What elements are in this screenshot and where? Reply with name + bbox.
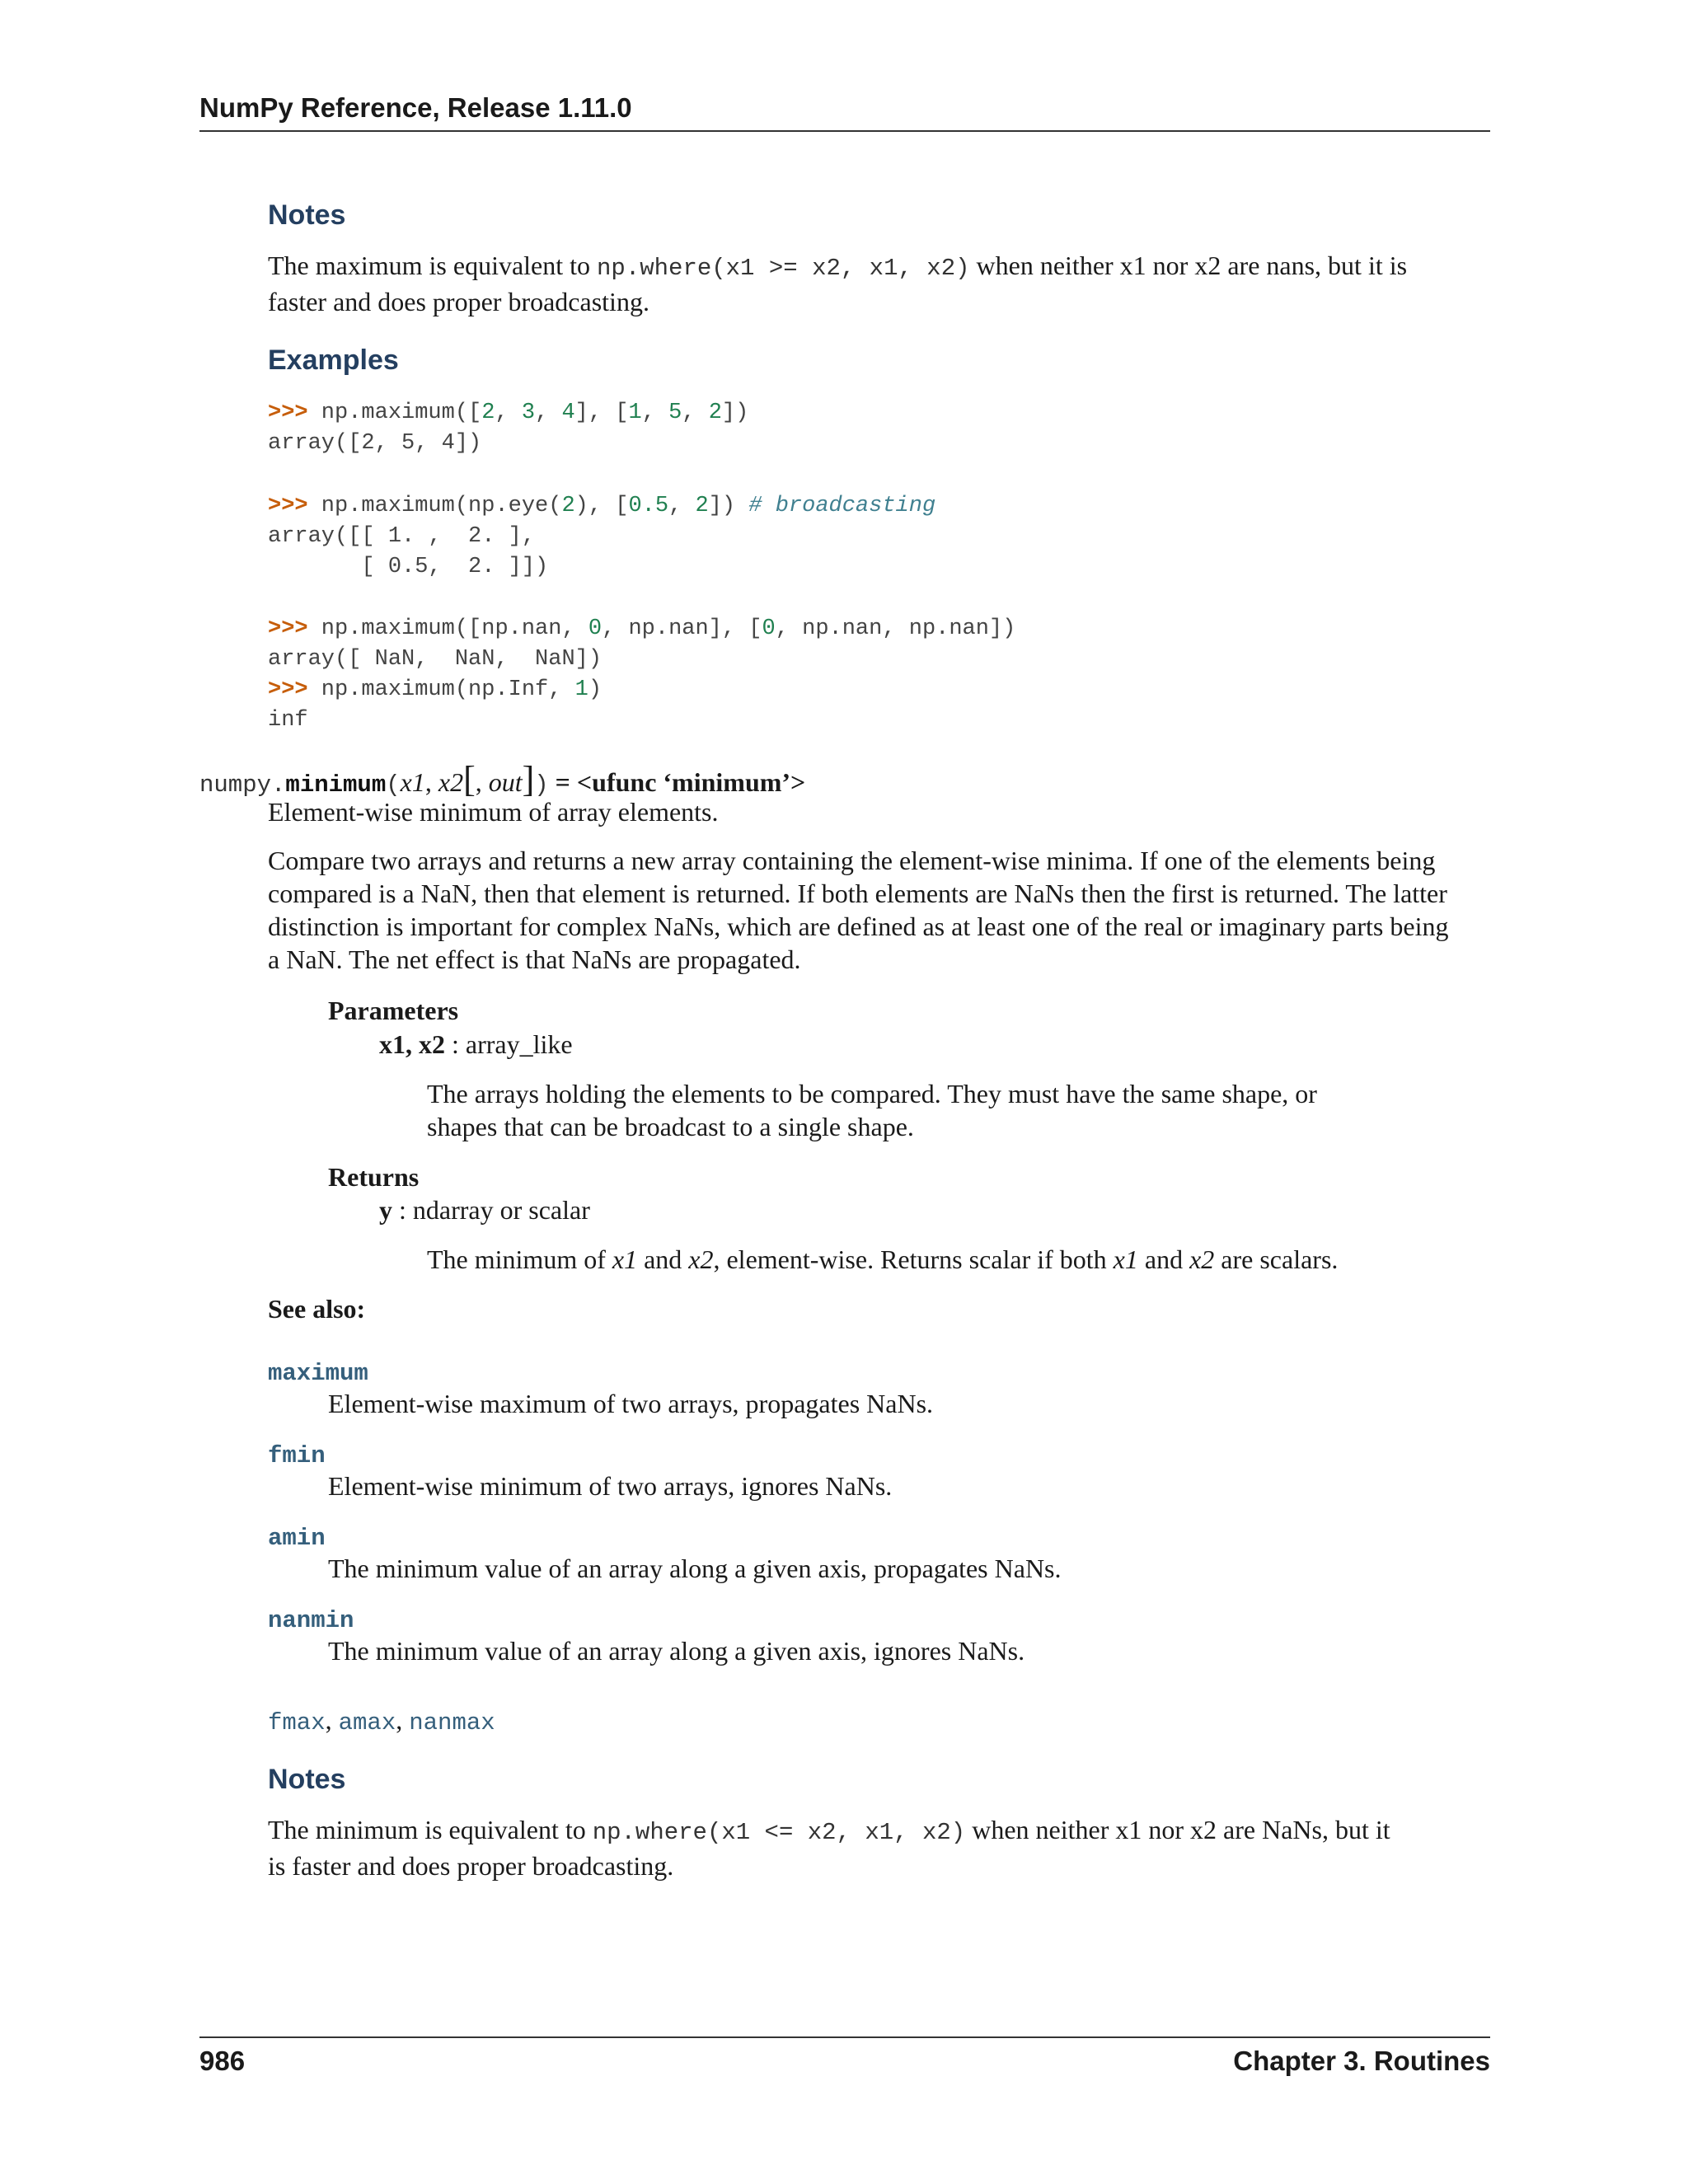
link-amax[interactable]: amax [338, 1709, 396, 1736]
see-also-heading: See also: [268, 1294, 366, 1324]
parameter-description: The arrays holding the elements to be compared. They must have the same shape, or shapes that can be broadcast to a single shape. [427, 1079, 1317, 1141]
examples-heading: Examples [268, 344, 399, 376]
see-also-entry: amin The minimum value of an array along a given axis, propagates NaNs. [268, 1525, 1062, 1583]
long-description: Compare two arrays and returns a new array containing the element-wise minima. If one of the elements being compared is a NaN, then that element is returned. If both elements are NaNs then the first is returned. The latter distinction is important for complex NaNs, which are defined as at least one of the real or imaginary parts being a NaN. The net effect is that NaNs are propagated. [268, 846, 1449, 974]
link-amin[interactable]: amin [268, 1525, 326, 1552]
see-also-entry: maximum Element-wise maximum of two arrays, propagates NaNs. [268, 1360, 934, 1418]
footer-rule [199, 2036, 1490, 2038]
returns-heading: Returns [328, 1162, 420, 1192]
notes-heading: Notes [268, 1764, 346, 1795]
see-also-extra-links: fmax, amax, nanmax [268, 1705, 495, 1736]
function-signature: numpy.minimum(x1, x2[, out]) = <ufunc ‘minimum’> [199, 759, 806, 799]
parameters-heading: Parameters [328, 996, 459, 1025]
notes-heading: Notes [268, 199, 346, 231]
return-y: y : ndarray or scalar [379, 1195, 590, 1225]
short-description: Element-wise minimum of array elements. [268, 797, 719, 827]
running-header-title: NumPy Reference, Release 1.11.0 [199, 92, 632, 123]
code-example-1: >>> np.maximum([2, 3, 4], [1, 5, 2]) array([2, 5, 4]) [268, 401, 749, 456]
page-number: 986 [199, 2046, 246, 2076]
parameter-x1-x2: x1, x2 : array_like [379, 1029, 573, 1059]
see-also-entry: fmin Element-wise minimum of two arrays, ignores NaNs. [268, 1442, 893, 1501]
header-rule [199, 130, 1490, 132]
inline-code: np.where(x1 >= x2, x1, x2) [597, 255, 970, 282]
code-example-3: >>> np.maximum([np.nan, 0, np.nan], [0, np.nan, np.nan]) array([ NaN, NaN, NaN]) >>> np.maximum(np.Inf, 1) inf [268, 616, 1016, 733]
inline-code: np.where(x1 <= x2, x1, x2) [592, 1819, 966, 1846]
link-nanmax[interactable]: nanmax [409, 1709, 495, 1736]
chapter-title: Chapter 3. Routines [1233, 2046, 1490, 2076]
notes-paragraph: The maximum is equivalent to np.where(x1 >= x2, x1, x2) when neither x1 nor x2 are nans, but it is faster and does proper broadcasting. [268, 251, 1408, 316]
link-maximum[interactable]: maximum [268, 1360, 368, 1387]
code-example-2: >>> np.maximum(np.eye(2), [0.5, 2]) # broadcasting array([[ 1. , 2. ], [ 0.5, 2. ]]) [268, 494, 936, 579]
link-fmax[interactable]: fmax [268, 1709, 326, 1736]
notes-paragraph: The minimum is equivalent to np.where(x1 <= x2, x1, x2) when neither x1 nor x2 are NaNs, but it is faster and does proper broadcasting. [268, 1815, 1390, 1881]
link-fmin[interactable]: fmin [268, 1442, 326, 1469]
link-nanmin[interactable]: nanmin [268, 1607, 354, 1634]
function-name: minimum [285, 771, 387, 799]
return-description: The minimum of x1 and x2, element-wise. Returns scalar if both x1 and x2 are scalars. [427, 1244, 1339, 1274]
see-also-entry: nanmin The minimum value of an array along a given axis, ignores NaNs. [268, 1607, 1025, 1666]
